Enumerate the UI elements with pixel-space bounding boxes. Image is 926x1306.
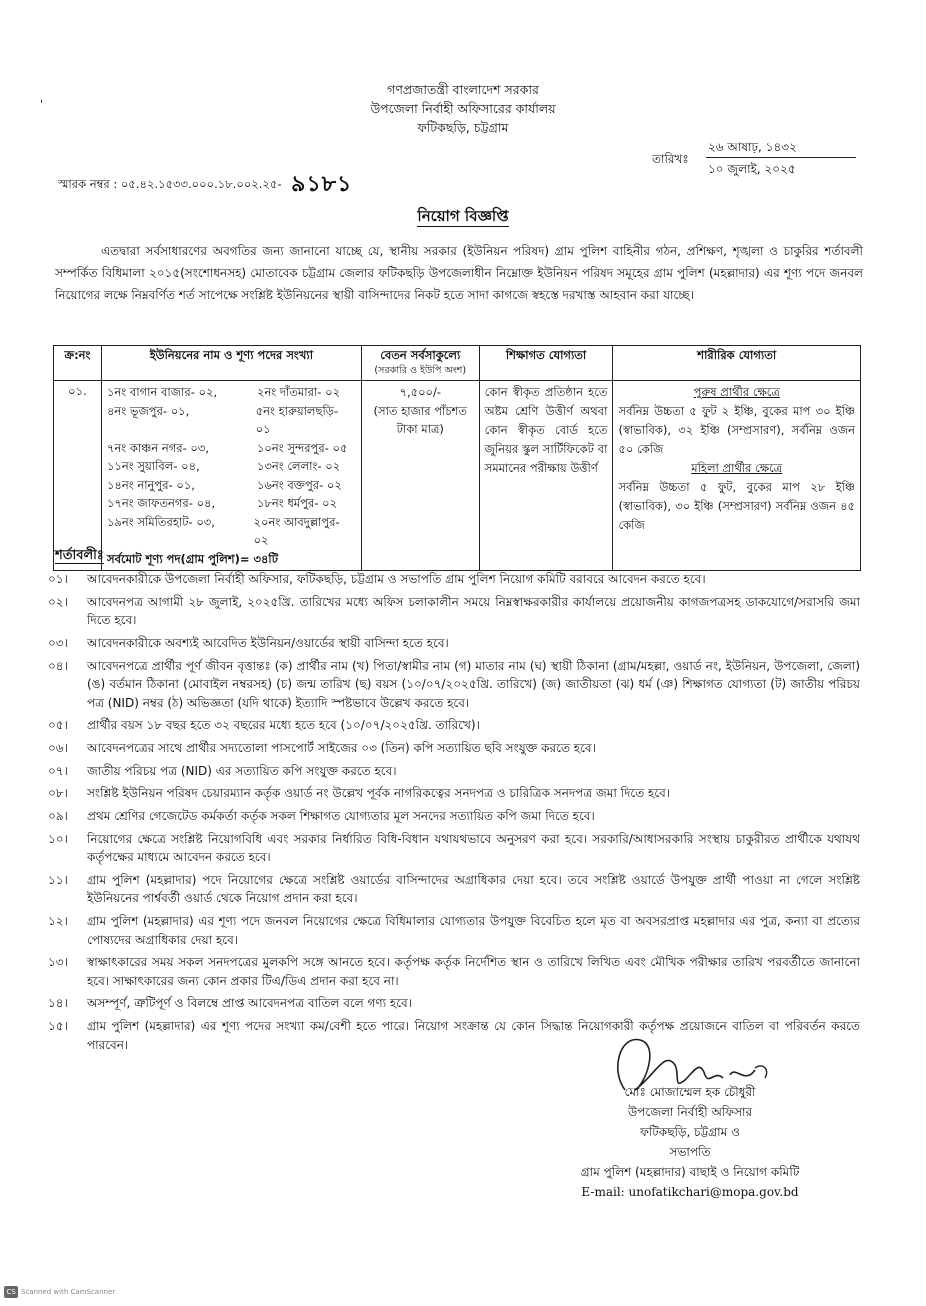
term-number: ১৫। <box>48 1019 68 1034</box>
term-text: প্রার্থীর বয়স ১৮ বছর হতে ৩২ বছরের মধ্যে হতে হবে (১০/০৭/২০২৫খ্রি. তারিখে)। <box>87 718 480 733</box>
memo-number <box>58 167 352 204</box>
union-line: ১৭নং জাফতনগর- ০৪, ১৮নং ধর্মপুর- ০২ <box>106 496 338 510</box>
letterhead-government: গণপ্রজাতন্ত্রী বাংলাদেশ সরকার <box>387 82 539 97</box>
term-number: ০৪। <box>48 658 68 673</box>
terms-list <box>48 570 860 1058</box>
term-number: ০৮। <box>48 786 68 801</box>
term-item <box>48 634 860 653</box>
intro-paragraph <box>55 240 863 306</box>
date-english: ১০ জুলাই, ২০২৫ <box>708 162 796 176</box>
term-number: ০২। <box>48 594 68 609</box>
table-header-row <box>54 346 861 381</box>
term-text: নিয়োগের ক্ষেত্রে সংশ্লিষ্ট নিয়োগবিধি এবং সরকার নির্ধারিত বিধি-বিধান যথাযথভাবে অনুসরণ করা হবে। সরকারি/আধাসরকারি সংস্থায় চাকুরীরত প্রার্থীকে যথাযথ কর্তৃপক্ষের মাধ্যমে আবেদন করতে হবে। <box>87 831 860 865</box>
term-text: আবেদনপত্রের সাথে প্রার্থীর সদ্যতোলা পাসপোর্ট সাইজের ০৩ (তিন) কপি সত্যায়িত ছবি সংযুক্ত করতে হবে। <box>87 740 596 755</box>
term-text: অসম্পূর্ণ, ত্রুটিপূর্ণ ও বিলম্বে প্রাপ্ত আবেদনপত্র বাতিল বলে গণ্য হবে। <box>87 996 413 1011</box>
signatory-name: মোঃ মোজাম্মেল হক চৌধুরী <box>624 1085 756 1099</box>
signature-block <box>560 1082 820 1202</box>
stray-mark: ˈ <box>40 98 44 112</box>
female-heading: মহিলা প্রার্থীর ক্ষেত্রে <box>691 461 783 475</box>
cell-salary <box>361 381 479 571</box>
term-item <box>48 807 860 826</box>
male-requirements: সর্বনিম্ন উচ্চতা ৫ ফুট ২ ইঞ্চি, বুকের মাপ ৩০ ইঞ্চি (স্বাভাবিক), ৩২ ইঞ্চি (সম্প্রসারণ), সর্বনিম্ন ওজন ৫০ কেজি <box>618 404 855 456</box>
term-item <box>48 716 860 735</box>
salary-amount: ৭,৫০০/- <box>399 385 442 399</box>
watermark-text: Scanned with CamScanner <box>21 1288 116 1296</box>
term-item <box>48 593 860 630</box>
female-requirements: সর্বনিম্ন উচ্চতা ৫ ফুট, বুকের মাপ ২৮ ইঞ্চি (স্বাভাবিক), ৩০ ইঞ্চি (সম্প্রসারণ) সর্বনিম্ন ওজন ৪৫ কেজি <box>618 480 855 532</box>
term-number: ০৭। <box>48 763 68 778</box>
letterhead-office: উপজেলা নির্বাহী অফিসারের কার্যালয় <box>370 101 556 116</box>
union-line: ১নং বাগান বাজার- ০২, ২নং দাঁতমারা- ০২ <box>106 385 341 399</box>
term-text: আবেদনপত্রে প্রার্থীর পূর্ণ জীবন বৃত্তান্তঃ (ক) প্রার্থীর নাম (খ) পিতা/স্বামীর নাম (গ) মাতার নাম (ঘ) স্থায়ী ঠিকানা (গ্রাম/মহল্লা, ওয়ার্ড নং, ইউনিয়ন, উপজেলা, জেলা) (ঙ) বর্তমান ঠিকানা (মোবাইল নম্বরসহ) (চ) জন্ম তারিখ (ছ) বয়স (১০/০৭/২০২৫খ্রি. তারিখে) (জ) জাতীয়তা (ঝ) ধর্ম (ঞ) শিক্ষাগত যোগ্যতা (ট) জাতীয় পরিচয় পত্র (NID) নম্বর (ঠ) অভিজ্ঞতা (যদি থাকে) ইত্যাদি স্পষ্টভাবে উল্লেখ করতে হবে। <box>87 658 860 710</box>
term-text: আবেদনকারীকে উপজেলা নির্বাহী অফিসার, ফটিকছড়ি, চট্টগ্রাম ও সভাপতি গ্রাম পুলিশ নিয়োগ কমিটি বরাবরে আবেদন করতে হবে। <box>87 572 706 586</box>
date-divider <box>706 157 856 158</box>
th-unions: ইউনিয়নের নাম ও শূণ্য পদের সংখ্যা <box>101 346 361 381</box>
term-item <box>48 994 860 1013</box>
letterhead-location: ফটিকছড়ি, চট্টগ্রাম <box>417 120 509 135</box>
term-item <box>48 570 860 589</box>
th-serial: ক্র:নং <box>54 346 102 381</box>
term-text: প্রথম শ্রেণির গেজেটেড কর্মকর্তা কর্তৃক সকল শিক্ষাগত যোগ্যতার মূল সনদের সত্যায়িত কপি জমা দিতে হবে। <box>87 809 595 823</box>
union-line: ৪নং ভূজপুর- ০১, ৫নং হারুয়ালছড়ি- ০১ <box>106 403 339 436</box>
signatory-email: E-mail: unofatikchari@mopa.gov.bd <box>581 1185 799 1199</box>
terms-heading: শর্তাবলীঃ <box>55 548 104 563</box>
union-line: ১৪নং নানুপুর- ০১, ১৬নং বক্তপুর- ০২ <box>106 477 342 492</box>
term-number: ১৪। <box>48 996 68 1011</box>
signatory-role: সভাপতি <box>669 1145 711 1159</box>
th-education: শিক্ষাগত যোগ্যতা <box>479 346 613 381</box>
term-item <box>48 953 860 990</box>
th-salary: বেতন সর্বসাকুল্যে (সরকারি ও ইউপি অংশ) <box>361 346 479 381</box>
term-item <box>48 739 860 758</box>
cell-physical <box>613 381 861 571</box>
th-physical: শারীরিক যোগ্যতা <box>613 346 861 381</box>
term-text: গ্রাম পুলিশ (মহল্লাদার) পদে নিয়োগের ক্ষেত্রে সংশ্লিষ্ট ওয়ার্ডের বাসিন্দাদের অগ্রাধিকার দেয়া হবে। তবে সংশ্লিষ্ট ওয়ার্ডে উপযুক্ত প্রার্থী পাওয়া না গেলে সংশ্লিষ্ট ইউনিয়নের পার্শ্ববর্তী ওয়ার্ড থেকে নিয়োগ প্রদান করা হবে। <box>87 872 860 906</box>
camscanner-logo: CS <box>4 1286 18 1298</box>
date-label: তারিখঃ <box>652 152 689 166</box>
signatory-designation: উপজেলা নির্বাহী অফিসার <box>627 1105 753 1119</box>
date-bangla: ২৬ আষাঢ়, ১৪৩২ <box>708 140 797 154</box>
term-number: ০৯। <box>48 809 68 823</box>
term-number: ১২। <box>48 914 68 929</box>
term-item <box>48 657 860 713</box>
table-row <box>54 381 861 571</box>
signatory-committee: গ্রাম পুলিশ (মহল্লাদার) বাছাই ও নিয়োগ কমিটি <box>580 1165 800 1179</box>
union-line: ১৯নং সমিতিরহাট- ০৩, ২০নং আবদুল্লাপুর- ০২ <box>106 514 340 547</box>
term-text: আবেদনকারীকে অবশ্যই আবেদিত ইউনিয়ন/ওয়ার্ডের স্থায়ী বাসিন্দা হতে হবে। <box>87 635 449 650</box>
memo-value: : ০৫.৪২.১৫৩৩.০০০.১৮.০০২.২৫- <box>113 177 282 191</box>
scanner-watermark <box>4 1286 115 1298</box>
th-salary-sub: (সরকারি ও ইউপি অংশ) <box>374 365 467 376</box>
term-text: গ্রাম পুলিশ (মহল্লাদার) এর শূণ্য পদে জনবল নিয়োগের ক্ষেত্রে বিধিমালার যোগ্যতার উপযুক্ত বিবেচিত হলে মৃত বা অবসরপ্রাপ্ত মহল্লাদার এর পুত্র, কন্যা বা প্রত্যের পোষ্যদের অগ্রাধিকার দেয়া হবে। <box>87 914 860 947</box>
vacancy-table <box>53 345 861 571</box>
male-heading: পুরুষ প্রার্থীর ক্ষেত্রে <box>693 385 780 399</box>
cell-serial: ০১. <box>54 381 102 571</box>
term-item <box>48 784 860 803</box>
memo-label: স্মারক নম্বর <box>58 177 110 191</box>
term-item <box>48 762 860 781</box>
term-text: আবেদনপত্র আগামী ২৮ জুলাই, ২০২৫খ্রি. তারিখের মধ্যে অফিস চলাকালীন সময়ে নিম্নস্বাক্ষরকারীর কার্যালয়ে প্রয়োজনীয় কাগজপত্রসহ ডাকযোগে/সরাসরি জমা দিতে হবে। <box>87 594 860 628</box>
term-number: ১১। <box>48 872 68 887</box>
salary-words: (সাত হাজার পাঁচশত টাকা মাত্র) <box>373 403 467 436</box>
term-text: জাতীয় পরিচয় পত্র (NID) এর সত্যায়িত কপি সংযুক্ত করতে হবে। <box>87 763 397 778</box>
term-number: ০৩। <box>48 635 68 650</box>
term-item <box>48 912 860 949</box>
term-item <box>48 871 860 908</box>
term-item <box>48 830 860 867</box>
cell-unions <box>101 381 361 571</box>
term-number: ০৫। <box>48 718 68 733</box>
union-line: ১১নং সুয়াবিল- ০৪, ১৩নং লেলাং- ০২ <box>106 459 341 473</box>
term-text: গ্রাম পুলিশ (মহল্লাদার) এর শূণ্য পদের সংখ্যা কম/বেশী হতে পারে। নিয়োগ সংক্রান্ত যে কোন সিদ্ধান্ত নিয়োগকারী কর্তৃপক্ষ প্রয়োজনে বাতিল বা পরিবর্তন করতে পারবেন। <box>87 1019 860 1052</box>
union-line: ৭নং কাঞ্চন নগর- ০৩, ১০নং সুন্দরপুর- ০৫ <box>106 440 348 455</box>
letterhead <box>0 80 926 137</box>
intro-text: এতদ্বারা সর্বসাধারণের অবগতির জন্য জানানো যাচ্ছে যে, স্থানীয় সরকার (ইউনিয়ন পরিষদ) গ্রাম পুলিশ বাহিনীর গঠন, প্রশিক্ষণ, শৃঙ্খলা ও চাকুরির শর্তাবলী সম্পর্কিত বিধিমালা ২০১৫(সংশোধনসহ) মোতাবেক চট্টগ্রাম জেলার ফটিকছড়ি উপজেলাধীন নিম্নোক্ত ইউনিয়ন পরিষদ সমূহের গ্রাম পুলিশ (মহল্লাদার) এর শূণ্য পদে জনবল নিয়োগের লক্ষে নিম্নবর্ণিত শর্ত সাপেক্ষে সংশ্লিষ্ট ইউনিয়নের স্থায়ী বাসিন্দাদের নিকট হতে সাদা কাগজে স্বহস্তে দরখাস্ত আহবান করা যাচ্ছে। <box>55 244 863 302</box>
term-text: স্বাক্ষাৎকারের সময় সকল সনদপত্রের মুলকপি সঙ্গে আনতে হবে। কর্তৃপক্ষ কর্তৃক নির্দেশিত স্থান ও তারিখে লিখিত এবং মৌখিক পরীক্ষার তারিখ পরবর্তীতে জানানো হবে। সাক্ষাৎকারের জন্য কোন প্রকার টিএ/ডিএ প্রদান করা হবে না। <box>87 955 860 988</box>
total-vacancies: সর্বমোট শূণ্য পদ(গ্রাম পুলিশ)= ৩৪টি <box>106 551 278 566</box>
term-number: ০৬। <box>48 740 68 755</box>
term-number: ০১। <box>48 572 68 586</box>
notice-title: নিয়োগ বিজ্ঞপ্তি <box>417 207 509 225</box>
term-text: সংশ্লিষ্ট ইউনিয়ন পরিষদ চেয়ারম্যান কর্তৃক ওয়ার্ড নং উল্লেখ পূর্বক নাগরিকত্বের সনদপত্র ও চারিত্রিক সনদপত্র জমা দিতে হবে। <box>87 786 671 801</box>
term-number: ১৩। <box>48 955 68 970</box>
signatory-office: ফটিকছড়ি, চট্টগ্রাম ও <box>640 1125 740 1139</box>
memo-handwritten-number: ৯১৮১ <box>291 171 353 197</box>
cell-education: কোন স্বীকৃত প্রতিষ্ঠান হতে অষ্টম শ্রেণি উত্তীর্ণ অথবা কোন স্বীকৃত বোর্ড হতে জুনিয়র স্কুল সার্টিফিকেট বা সমমানের পরীক্ষায় উত্তীর্ণ <box>479 381 613 571</box>
term-number: ১০। <box>48 831 68 846</box>
